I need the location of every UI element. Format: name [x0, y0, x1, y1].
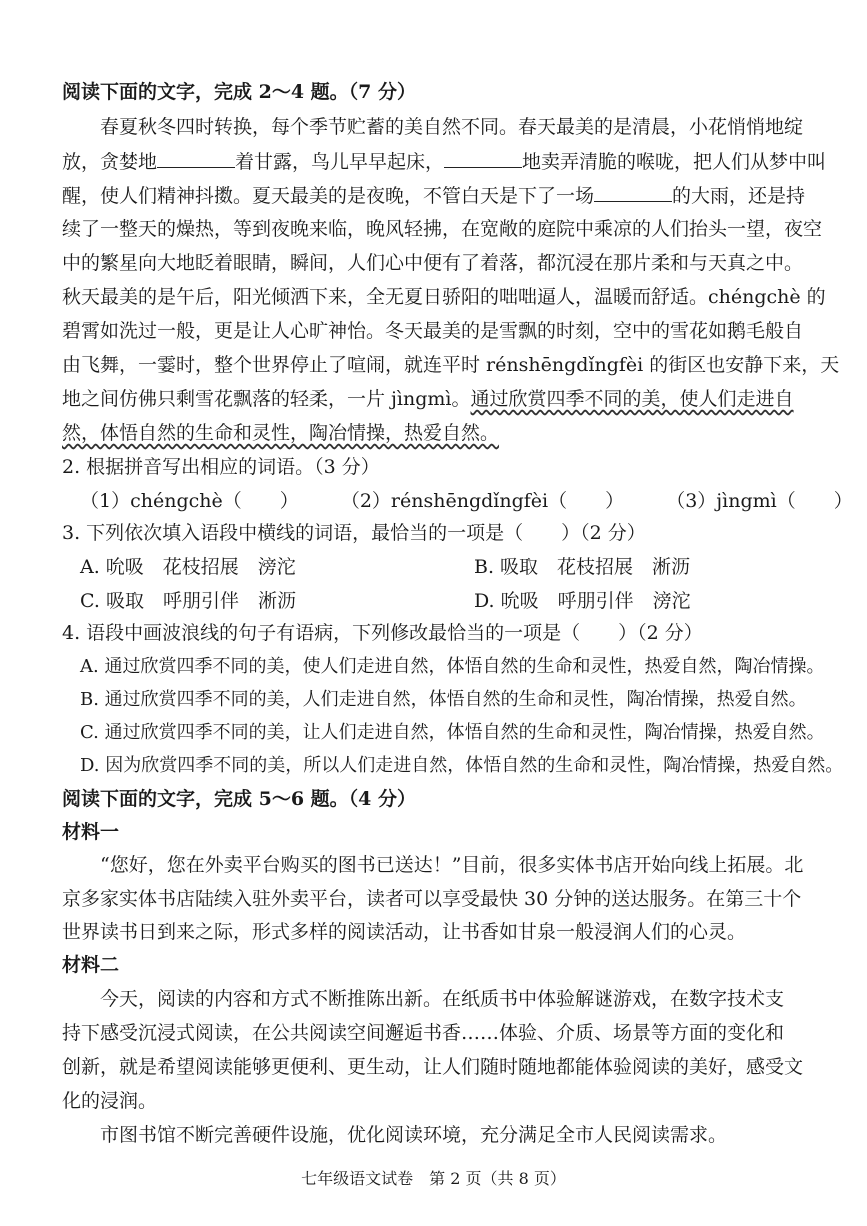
- fill-blank-1: [157, 149, 235, 168]
- q3-option-d: D. 吮吸 呼朋引伴 滂沱: [474, 590, 691, 612]
- passage-line-2: [62, 149, 826, 174]
- material-2-line-5: 市图书馆不断完善硬件设施，优化阅读环境，充分满足全市人民阅读需求。: [100, 1124, 728, 1146]
- question-3-stem: 3. 下列依次填入语段中横线的词语，最恰当的一项是（ ）（2 分）: [62, 522, 646, 544]
- question-2-stem: 2. 根据拼音写出相应的词语。（3 分）: [62, 456, 380, 478]
- material-2-line-4: 化的浸润。: [62, 1090, 158, 1112]
- question-3-row-2: [80, 589, 860, 613]
- material-2-line-1: 今天，阅读的内容和方式不断推陈出新。在纸质书中体验解谜游戏，在数字技术支: [100, 988, 785, 1010]
- passage-line-6: 秋天最美的是午后，阳光倾洒下来，全无夏日骄阳的咄咄逼人，温暖而舒适。chéngchè 的: [62, 286, 826, 308]
- passage-line-5: 中的繁星向大地眨着眼睛，瞬间，人们心中便有了着落，都沉浸在那片柔和与天真之中。: [62, 252, 804, 274]
- question-2-items: [80, 489, 853, 513]
- passage-line-8: 由飞舞，一霎时，整个世界停止了喧闹，就连平时 rénshēngdǐngfèi 的街区也安静下来，天: [62, 354, 840, 376]
- passage-text: 地卖弄清脆的喉咙，把人们从梦中叫: [522, 151, 827, 173]
- passage-text: 的大雨，还是持: [672, 185, 806, 207]
- material-2-title: 材料二: [62, 954, 120, 976]
- material-1-line-1: “您好，您在外卖平台购买的图书已送达！”目前，很多实体书店开始向线上拓展。北: [100, 854, 804, 876]
- passage-line-7: 碧霄如洗过一般，更是让人心旷神怡。冬天最美的是雪飘的时刻，空中的雪花如鹅毛般自: [62, 320, 804, 342]
- material-2-line-3: 创新，就是希望阅读能够更便利、更生动，让人们随时随地都能体验阅读的美好，感受文: [62, 1056, 804, 1078]
- q4-option-c: C. 通过欣赏四季不同的美，让人们走进自然，体悟自然的生命和灵性，陶冶情操，热爱自然。: [80, 722, 825, 743]
- wavy-underlined-sentence-end: 然，体悟自然的生命和灵性，陶冶情操，热爱自然。: [62, 422, 500, 444]
- passage-line-1: 春夏秋冬四时转换，每个季节贮蓄的美自然不同。春天最美的是清晨，小花悄悄地绽: [100, 116, 804, 138]
- question-4-stem: 4. 语段中画波浪线的句子有语病，下列修改最恰当的一项是（ ）（2 分）: [62, 622, 703, 644]
- fill-blank-3: [594, 183, 672, 202]
- passage-text: 地之间仿佛只剩雪花飘落的轻柔，一片 jìngmì。: [62, 388, 471, 410]
- material-2-line-2: 持下感受沉浸式阅读，在公共阅读空间邂逅书香……体验、介质、场景等方面的变化和: [62, 1022, 785, 1044]
- q4-option-b: B. 通过欣赏四季不同的美，人们走进自然，体悟自然的生命和灵性，陶冶情操，热爱自然。: [80, 689, 807, 710]
- material-1-line-3: 世界读书日到来之际，形式多样的阅读活动，让书香如甘泉一般浸润人们的心灵。: [62, 921, 747, 943]
- q3-option-a: A. 吮吸 花枝招展 滂沱: [80, 556, 296, 578]
- q4-option-d: D. 因为欣赏四季不同的美，所以人们走进自然，体悟自然的生命和灵性，陶冶情操，热爱自然。: [80, 755, 844, 776]
- passage-text: 醒，使人们精神抖擞。夏天最美的是夜晚，不管白天是下了一场: [62, 185, 595, 207]
- page-footer: 七年级语文试卷 第 2 页（共 8 页）: [301, 1169, 566, 1188]
- material-1-title: 材料一: [62, 821, 120, 843]
- q4-option-a: A. 通过欣赏四季不同的美，使人们走进自然，体悟自然的生命和灵性，热爱自然，陶冶情操。: [80, 656, 825, 677]
- q2-item-3: （3）jìngmì（ ）: [666, 490, 853, 512]
- section2-heading: 阅读下面的文字，完成 5～6 题。（4 分）: [62, 788, 417, 810]
- passage-text: 放，贪婪地: [62, 151, 158, 173]
- passage-text: 着甘露，鸟儿早早起床，: [235, 151, 445, 173]
- q3-option-c: C. 吸取 呼朋引伴 淅沥: [80, 590, 296, 612]
- passage-line-4: 续了一整天的燥热，等到夜晚来临，晚风轻拂，在宽敞的庭院中乘凉的人们抬头一望，夜空: [62, 218, 823, 240]
- material-1-line-2: 京多家实体书店陆续入驻外卖平台，读者可以享受最快 30 分钟的送达服务。在第三十个: [62, 888, 802, 910]
- question-3-row-1: [80, 555, 860, 579]
- passage-line-9: [62, 387, 794, 411]
- fill-blank-2: [444, 149, 522, 168]
- passage-line-3: [62, 183, 805, 208]
- q2-item-1: （1）chéngchè（ ）: [80, 490, 299, 512]
- q3-option-b: B. 吸取 花枝招展 淅沥: [474, 556, 691, 578]
- wavy-underlined-sentence: 通过欣赏四季不同的美，使人们走进自: [470, 388, 794, 410]
- q2-item-2: （2）rénshēngdǐngfèi（ ）: [340, 490, 625, 512]
- section1-heading: 阅读下面的文字，完成 2～4 题。（7 分）: [62, 81, 417, 103]
